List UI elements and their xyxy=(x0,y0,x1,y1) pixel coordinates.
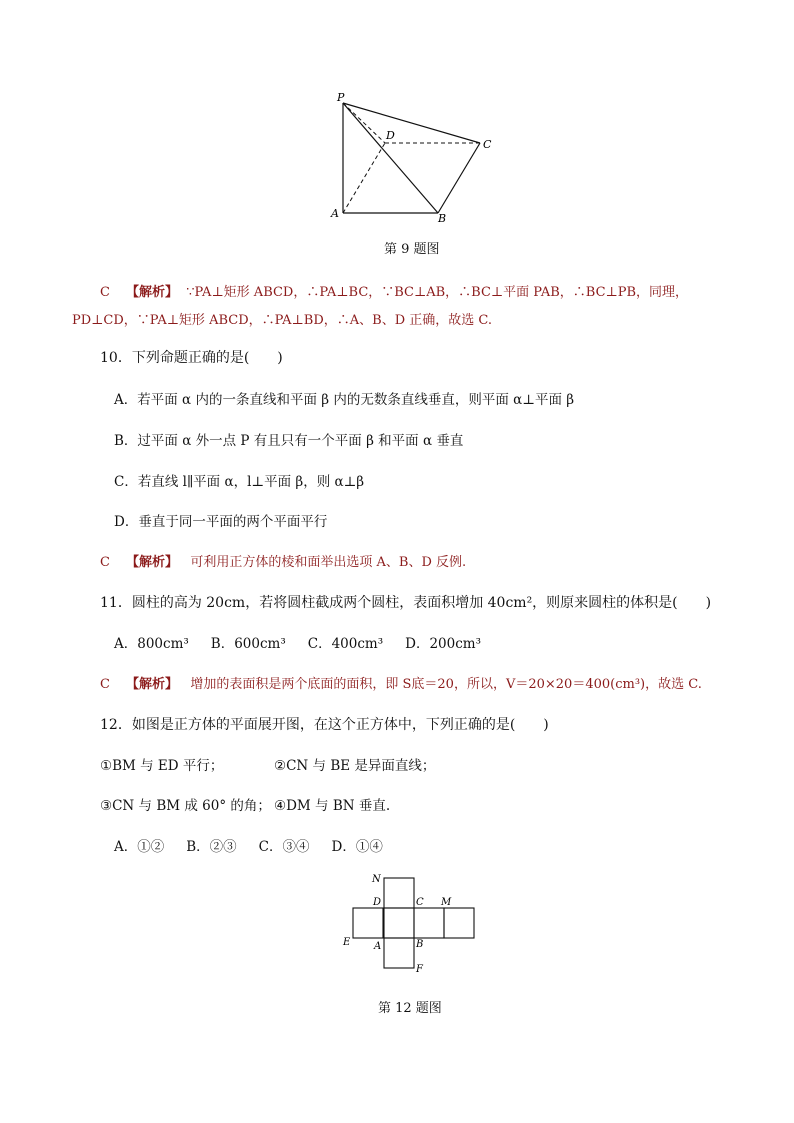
net-square-row-3 xyxy=(414,908,444,938)
figure-9-diagram xyxy=(325,90,500,225)
question-11-options xyxy=(114,632,503,652)
answer-9-choice: C xyxy=(100,285,110,300)
label-F: F xyxy=(416,964,423,975)
question-12-item-2: ②CN 与 BE 是异面直线； xyxy=(274,758,436,774)
net-square-bottom xyxy=(384,938,414,968)
answer-11-text: 增加的表面积是两个底面的面积，即 S底＝20，所以，V＝20×20＝400(cm³)，故选 C. xyxy=(190,677,702,692)
question-12-item-4: ④DM 与 BN 垂直. xyxy=(274,798,391,814)
net-square-row-1 xyxy=(353,908,383,938)
answer-9-line1 xyxy=(100,281,688,300)
question-12-options xyxy=(114,835,405,855)
edge-PB xyxy=(343,103,438,213)
figure-12-cube-net xyxy=(340,868,485,978)
answer-10-choice: C xyxy=(100,555,110,570)
label-E: E xyxy=(343,937,351,948)
question-12-option-b: B．②③ xyxy=(186,839,237,855)
edge-AD xyxy=(343,143,385,213)
question-11-option-b: B．600cm³ xyxy=(210,636,286,652)
question-10-option-a: A．若平面 α 内的一条直线和平面 β 内的无数条直线垂直，则平面 α⊥平面 β xyxy=(114,392,575,408)
answer-11-tag: 【解析】 xyxy=(125,677,178,692)
question-11-option-a: A．800cm³ xyxy=(114,636,189,652)
label-N: N xyxy=(372,874,381,885)
net-square-top xyxy=(384,878,414,908)
net-square-row-4 xyxy=(444,908,474,938)
label-D: D xyxy=(373,897,382,908)
question-10-option-b: B．过平面 α 外一点 P 有且只有一个平面 β 和平面 α 垂直 xyxy=(114,433,464,449)
label-D: D xyxy=(386,129,395,142)
question-12-option-d: D．①④ xyxy=(331,839,383,855)
answer-9-line2: PD⊥CD，∵PA⊥矩形 ABCD，∴PA⊥BD，∴A、B、D 正确，故选 C. xyxy=(72,313,493,328)
answer-11 xyxy=(100,673,702,692)
label-B: B xyxy=(416,939,424,950)
label-M: M xyxy=(441,897,452,908)
answer-10-text: 可利用正方体的棱和面举出选项 A、B、D 反例. xyxy=(190,555,467,570)
question-12-option-c: C．③④ xyxy=(258,839,310,855)
question-12-item-3: ③CN 与 BM 成 60° 的角； xyxy=(100,798,271,814)
label-C: C xyxy=(483,138,492,151)
label-A: A xyxy=(331,207,339,220)
answer-10 xyxy=(100,551,466,570)
label-B: B xyxy=(438,212,447,225)
question-11-option-c: C．400cm³ xyxy=(307,636,384,652)
figure-9-caption: 第 9 题图 xyxy=(384,242,440,257)
question-12-item-1: ①BM 与 ED 平行； xyxy=(100,758,224,774)
net-square-row-2 xyxy=(384,908,414,938)
answer-10-tag: 【解析】 xyxy=(125,555,178,570)
answer-9-text-1: ∵PA⊥矩形 ABCD，∴PA⊥BC，∵BC⊥AB，∴BC⊥平面 PAB，∴BC⊥PB，同理， xyxy=(186,285,689,300)
question-10-option-c: C．若直线 l∥平面 α，l⊥平面 β，则 α⊥β xyxy=(114,474,365,490)
question-11-option-d: D．200cm³ xyxy=(405,636,482,652)
question-12-option-a: A．①② xyxy=(114,839,165,855)
label-P: P xyxy=(337,91,345,104)
question-11-stem: 11．圆柱的高为 20cm，若将圆柱截成两个圆柱，表面积增加 40cm²，则原来圆柱的体积是( ) xyxy=(100,595,712,611)
question-12-stem: 12．如图是正方体的平面展开图，在这个正方体中，下列正确的是( ) xyxy=(100,717,549,733)
question-10-option-d: D．垂直于同一平面的两个平面平行 xyxy=(114,514,328,530)
label-C: C xyxy=(416,897,424,908)
answer-11-choice: C xyxy=(100,677,110,692)
question-10-stem: 10．下列命题正确的是( ) xyxy=(100,350,283,366)
answer-9-tag: 【解析】 xyxy=(125,285,178,300)
figure-12-caption: 第 12 题图 xyxy=(378,1001,442,1016)
edge-BC xyxy=(438,143,480,213)
label-A: A xyxy=(374,941,382,952)
